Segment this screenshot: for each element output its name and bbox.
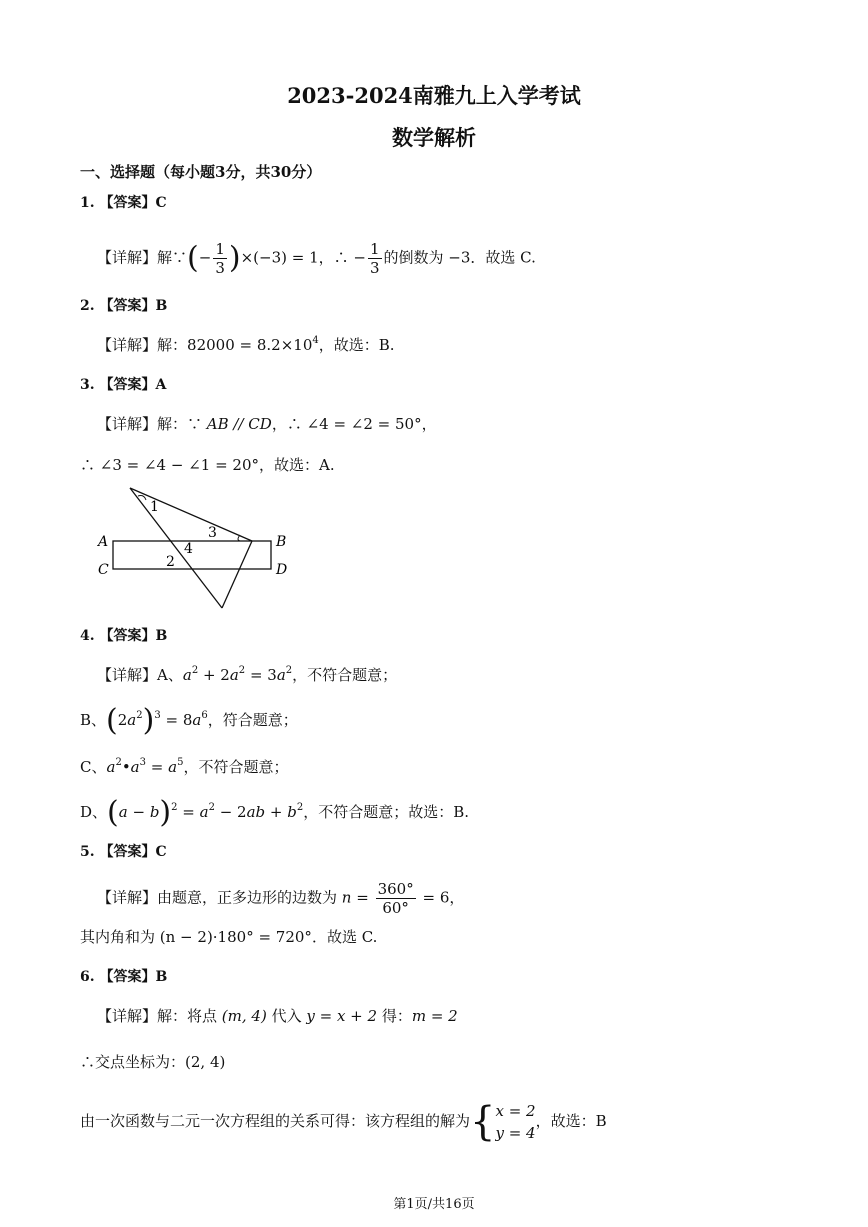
q5-detail-1: 【详解】由题意，正多边形的边数为 n = $\frac{360^\circ}{60^\circ}$ = 6， (97, 880, 465, 917)
q5-answer: 5. 【答案】C (80, 844, 167, 860)
q2-formula: 82000 = 8.2×10 (187, 336, 313, 354)
angle-4-label: 4 (184, 541, 193, 557)
q3-answer: 3. 【答案】A (80, 377, 167, 393)
angle-1-label: 1 (150, 499, 159, 515)
angle-3-label: 3 (208, 525, 217, 541)
q3-detail-1: 【详解】解：∵ AB // CD，∴ ∠4 = ∠2 = 50°， (97, 415, 437, 433)
q2-detail: 【详解】解：$82000 = 8.2\times 10^4$，故选：B. (97, 335, 395, 354)
exam-title: 2023-2024南雅九上入学考试 (287, 83, 581, 108)
q3-figure (90, 480, 300, 615)
q1-fraction: $\frac{1}{3}$ (215, 240, 225, 277)
q1-answer: 1. 【答案】C (80, 195, 167, 211)
q6-detail-2: ∴交点坐标为：(2, 4) (80, 1053, 226, 1071)
angle-2-label: 2 (166, 554, 175, 570)
q1-fraction-2: $\frac{1}{3}$ (369, 240, 380, 277)
q1-pre: 解∵ (157, 248, 188, 267)
q4-answer: 4. 【答案】B (80, 628, 168, 644)
q6-system: x = 2 y = 4 (495, 1102, 536, 1142)
q6-detail-1: 【详解】解：将点 (m, 4) 代入 y = x + 2 得：m = 2 (97, 1007, 458, 1025)
q6-detail-3: 由一次函数与二元一次方程组的关系可得：该方程组的解为{ x = 2 y = 4 ，故选：B (80, 1099, 607, 1145)
point-D-label: D (276, 562, 288, 578)
page-footer: 第1页/共16页 (393, 1197, 475, 1212)
q4-option-a: 【详解】A、$a^2 + 2a^2 = 3a^2$，不符合题意； (97, 665, 398, 684)
q6-answer: 6. 【答案】B (80, 969, 168, 985)
q1-minus: − (198, 248, 212, 267)
q5-fraction: $\frac{360^\circ}{60^\circ}$ (377, 880, 414, 917)
q3-detail-2: ∴ ∠3 = ∠4 − ∠1 = 20°，故选：A. (80, 456, 335, 474)
section-heading: 一、选择题（每小题3分，共30分） (80, 163, 322, 181)
q1-post: 的倒数为 −3．故选 C. (383, 248, 536, 267)
q4-option-d: D、$(a - b)^2 = a^2 - 2ab + b^2$，不符合题意；故选：B. (80, 795, 470, 830)
exam-subtitle: 数学解析 (392, 125, 476, 150)
q1-mid: ×(−3) = 1，∴ − (240, 248, 366, 267)
point-B-label: B (276, 534, 287, 550)
q4-option-c: C、$a^2•a^3 = a^5$，不符合题意； (80, 757, 289, 776)
q5-detail-2: 其内角和为 (n − 2)·180° = 720°．故选 C. (80, 928, 378, 946)
q1-detail: 【详解】解∵(− $\frac{1}{3}$ )×(−3) = 1，∴ − $\frac{1}{3}$ 的倒数为 −3．故选 C. (97, 240, 536, 277)
detail-label: 【详解】 (97, 248, 158, 267)
point-C-label: C (98, 562, 109, 578)
point-A-label: A (98, 534, 109, 550)
q2-answer: 2. 【答案】B (80, 298, 168, 314)
q4-option-b: B、$(2a^2)^3 = 8a^6$，符合题意； (80, 703, 298, 738)
